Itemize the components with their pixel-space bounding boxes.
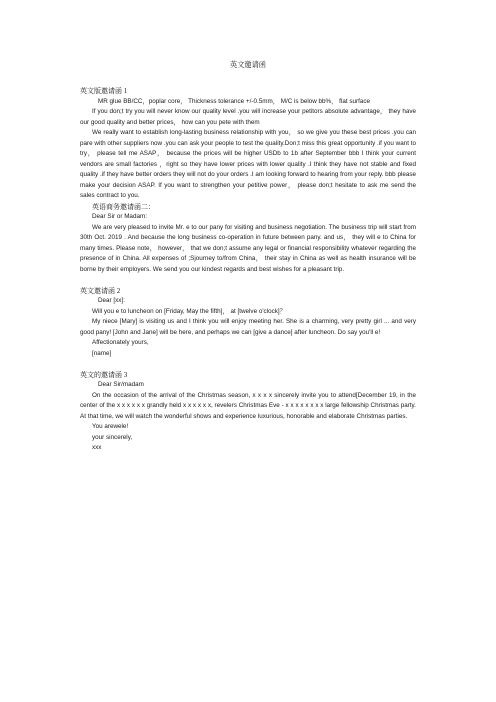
section-1-para-1: MR glue BB/CC，poplar core， Thickness tolerance +/-0.5mm， M/C is below bb%， flat surface <box>98 97 370 105</box>
section-3-para-2: My niece [Mary] is visiting us and I think you will enjoy meeting her. She is a charming, very pretty girl ... and very good pany! [John and Jane] will be here, and perhaps we can [give a dance] after luncheon. Do say you'll e! <box>80 318 416 336</box>
section-3-heading: 英文邀请函 2 <box>80 286 121 295</box>
section-1-para-3: We really want to establish long-lasting business relationship with you， so we give you these best prices .you can pare with other suppliers now .you can ask your people to test the quality.Don;t miss this great opportunity .if you want to try， please tell me ASAP， because the prices will be higher USDb to 1b after September bbb I think your current vendors are small factories ，right so they have lower prices with lower quality .I think they have not stable and fixed quality .if they have better orders they will not do your orders .I am looking forward to hearing from your reply. bbb please make your decision ASAP. If you want to strengthen your petitive power， please don;t hesitate to ask me send the sales contract to you. <box>80 129 416 199</box>
section-2-para-1: We are very pleased to invite Mr. e to our pany for visiting and business negotiation. The business trip will start from 30th Oct. 2019 . And because the long business co-operation in future between pany. and us， they will e to China for many times. Please note， however， that we don;t assume any legal or financial responsibility whatever regarding the presence of in China. All expenses of ;Sjourney to/from China， their stay in China as well as health insurance will be borne by their employers. We send you our kindest regards and best wishes for a pleasant trip. <box>80 223 416 273</box>
section-4-line-2: your sincerely, <box>92 433 133 441</box>
section-2-salutation: Dear Sir or Madam: <box>92 213 147 220</box>
section-2-heading: 英语商务邀请函二： <box>92 202 155 211</box>
document-title: 英文邀请函 <box>230 61 266 69</box>
section-3-signature: [name] <box>92 349 112 357</box>
section-1-para-2: If you don;t try you will never know our quality level .you will increase your petitors absolute advantage， they have our good quality and better prices， how can you pete with them <box>80 108 416 126</box>
section-4-heading: 英文的邀请函 3 <box>80 370 128 379</box>
document-body <box>80 86 416 454</box>
section-4-para-1: On the occasion of the arrival of the Christmas season, x x x x sincerely invite you to attend[December 19, in the center of the x x x x x x grandly held x x x x x x, revelers Christmas Eve - x x x x x x x x large fellowship Christmas party. At that time, we will watch the wonderful shows and experience luxurious, honorable and elaborate Christmas parties. <box>80 391 416 420</box>
section-3-closing: Affectionately yours, <box>92 339 149 346</box>
section-1-heading: 英文版邀请函 1 <box>80 87 128 95</box>
section-4-line-3: xxx <box>92 444 102 451</box>
section-3-para-1: Will you e to luncheon on [Friday, May the fifth]， at [twelve o'clock]？ <box>92 307 286 315</box>
section-4-line-1: You arewele! <box>92 423 129 430</box>
section-3-salutation: Dear [xx]: <box>98 297 125 304</box>
section-4-salutation: Dear Sir/madam <box>98 381 144 388</box>
